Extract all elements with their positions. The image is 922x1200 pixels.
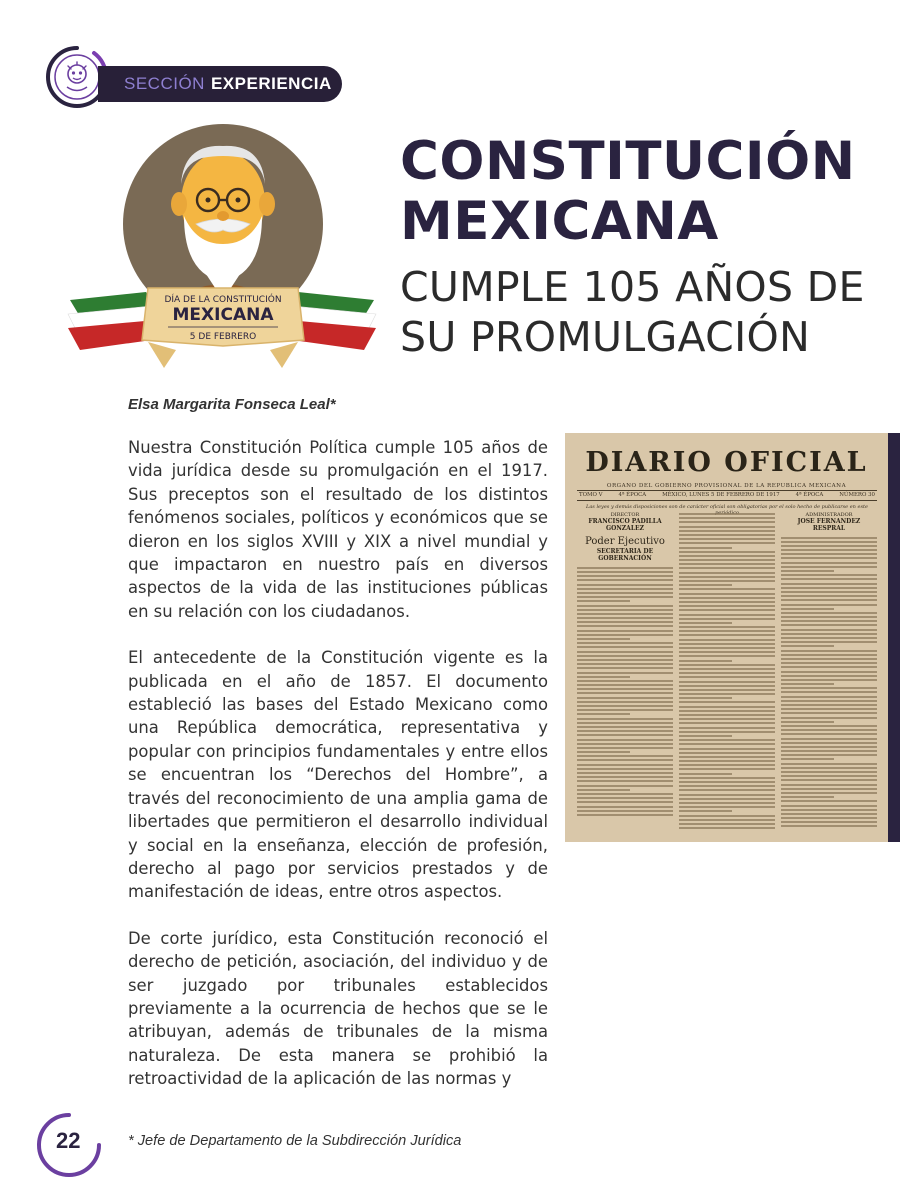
newspaper-text-line [679, 593, 775, 595]
newspaper-text-line [577, 651, 673, 653]
newspaper-text-line [679, 668, 775, 670]
newspaper-text-line [679, 672, 775, 674]
newspaper-text-line [577, 638, 630, 640]
newspaper-epoca-2: 4ª ÉPOCA [795, 492, 824, 498]
newspaper-text-line [781, 666, 877, 668]
newspaper-text-line [577, 747, 673, 749]
director-name: FRANCISCO PADILLA GONZALEZ [588, 517, 662, 532]
page-subtitle [400, 262, 900, 362]
newspaper-text-line [781, 738, 877, 740]
newspaper-text-line [679, 559, 775, 561]
newspaper-text-line [781, 767, 877, 769]
newspaper-text-line [781, 570, 834, 572]
newspaper-text-line [781, 809, 877, 811]
admin-label: ADMINISTRADOR [805, 512, 853, 518]
newspaper-text-line [577, 751, 630, 753]
newspaper-text-line [781, 779, 877, 781]
newspaper-title: DIARIO OFICIAL [585, 447, 868, 478]
newspaper-text-line [577, 734, 673, 736]
newspaper-text-line [781, 557, 877, 559]
newspaper-text-line [679, 789, 775, 791]
newspaper-text-line [679, 655, 775, 657]
newspaper-text-line [577, 588, 673, 590]
newspaper-text-line [577, 676, 630, 678]
subtitle-line2: SU PROMULGACIÓN [400, 313, 811, 361]
newspaper-text-line [577, 584, 673, 586]
newspaper-text-line [679, 777, 775, 779]
newspaper-text-line [679, 718, 775, 720]
illustration-graphic [66, 124, 378, 374]
newspaper-text-line [577, 705, 673, 707]
page-title [400, 132, 890, 252]
newspaper-text-line [679, 538, 775, 540]
newspaper-text-line [577, 789, 630, 791]
newspaper-text-line [577, 776, 673, 778]
newspaper-text-line [679, 773, 732, 775]
newspaper-text-line [577, 617, 673, 619]
newspaper-text-line [679, 727, 775, 729]
newspaper-text-line [679, 555, 775, 557]
newspaper-text-line [781, 545, 877, 547]
newspaper-text-line [577, 806, 673, 808]
newspaper-text-line [679, 618, 775, 620]
newspaper-text-line [577, 663, 673, 665]
newspaper-text-line [577, 605, 673, 607]
image-edge-bar [888, 433, 900, 842]
newspaper-text-line [679, 588, 775, 590]
section-label [98, 66, 342, 102]
newspaper-text-line [679, 639, 775, 641]
newspaper-note: Las leyes y demás disposiciones son de carácter oficial son obligatorias por el solo hecho de publicarse en este [586, 504, 868, 510]
newspaper-text-line [577, 692, 673, 694]
newspaper-text-line [577, 680, 673, 682]
newspaper-text-line [781, 595, 877, 597]
newspaper-text-line [781, 683, 834, 685]
newspaper-text-line [577, 730, 673, 732]
newspaper-text-line [577, 634, 673, 636]
newspaper-text-line [781, 537, 877, 539]
newspaper-text-line [781, 562, 877, 564]
newspaper-text-line [781, 553, 877, 555]
newspaper-text-line [577, 726, 673, 728]
newspaper-text-line [679, 643, 775, 645]
newspaper-text-line [781, 746, 877, 748]
newspaper-text-line [781, 784, 877, 786]
newspaper-text-line [781, 658, 877, 660]
newspaper-text-line [577, 684, 673, 686]
newspaper-text-line [679, 626, 775, 628]
newspaper-text-line [679, 622, 732, 624]
newspaper-text-line [577, 759, 673, 761]
newspaper-text-line [781, 800, 877, 802]
newspaper-text-line [781, 645, 834, 647]
newspaper-text-line [679, 714, 775, 716]
newspaper-text-line [577, 630, 673, 632]
newspaper-text-line [781, 805, 877, 807]
newspaper-text-line [679, 760, 775, 762]
newspaper-text-line [781, 821, 877, 823]
newspaper-text-line [679, 521, 775, 523]
newspaper-text-line [679, 605, 775, 607]
newspaper-text-line [781, 629, 877, 631]
newspaper-text-line [781, 725, 877, 727]
newspaper-text-line [679, 802, 775, 804]
newspaper-text-line [577, 642, 673, 644]
newspaper-text-line [679, 526, 775, 528]
newspaper-text-line [679, 794, 775, 796]
newspaper-text-line [679, 701, 775, 703]
newspaper-text-line [577, 646, 673, 648]
director-label: DIRECTOR [610, 512, 640, 518]
newspaper-columns [577, 513, 877, 838]
newspaper-text-line [781, 721, 834, 723]
admin-name: JOSE FERNANDEZ RESPRAL [797, 517, 861, 532]
newspaper-text-line [679, 823, 775, 825]
newspaper-text-line [781, 671, 877, 673]
seal-line3: 5 DE FEBRERO [189, 332, 257, 342]
newspaper-text-line [679, 810, 732, 812]
newspaper-text-line [577, 596, 673, 598]
newspaper-text-line [781, 624, 877, 626]
newspaper-text-line [781, 704, 877, 706]
newspaper-text-line [679, 798, 775, 800]
newspaper-text-line [577, 655, 673, 657]
newspaper-text-line [679, 614, 775, 616]
newspaper-text-line [577, 772, 673, 774]
newspaper-text-line [781, 662, 877, 664]
paragraph-1: Nuestra Constitución Política cumple 105 años de vida jurídica desde su promulgación en el 1917. Sus preceptos son el resultado de los distintos fenómenos sociales, políticos y económicos que se dieron en los siglos XVIII y XIX a nivel mundial y que impactaron en nuestro país en diversos aspectos de la vida de las instituciones públicas en su relación con los ciudadanos. [128, 438, 548, 621]
newspaper-text-line [781, 637, 877, 639]
newspaper-text-line [679, 806, 775, 808]
newspaper-text-line [781, 608, 834, 610]
newspaper-text-line [577, 672, 673, 674]
newspaper-text-line [577, 709, 673, 711]
newspaper-text-line [781, 742, 877, 744]
newspaper-text-line [577, 764, 673, 766]
carranza-illustration [66, 124, 378, 374]
newspaper-text-line [679, 827, 775, 829]
newspaper-text-line [577, 567, 673, 569]
newspaper-text-line [679, 534, 775, 536]
newspaper-text-line [577, 793, 673, 795]
secretaria-heading: SECRETARIA DE GOBERNACIÓN [596, 548, 654, 562]
newspaper-text-line [781, 754, 877, 756]
newspaper-text-line [679, 710, 775, 712]
newspaper-text-line [577, 575, 673, 577]
newspaper-text-line [781, 813, 877, 815]
newspaper-text-line [679, 651, 775, 653]
newspaper-text-line [679, 739, 775, 741]
seal-line1: DÍA DE LA CONSTITUCIÓN [164, 295, 282, 305]
newspaper-text-line [679, 819, 775, 821]
newspaper-text-line [679, 580, 775, 582]
newspaper-text-line [781, 733, 877, 735]
newspaper-text-line [781, 708, 877, 710]
newspaper-text-line [577, 625, 673, 627]
newspaper-text-line [679, 567, 775, 569]
newspaper-text-line [679, 634, 775, 636]
newspaper-text-line [679, 563, 775, 565]
page-number: 22 [56, 1128, 81, 1153]
section-label-bold: EXPERIENCIA [210, 74, 332, 93]
section-label-light: SECCIÓN [124, 74, 205, 93]
newspaper-text-line [577, 780, 673, 782]
newspaper-text-line [679, 530, 775, 532]
newspaper-text-line [679, 513, 775, 515]
newspaper-text-line [781, 549, 877, 551]
newspaper-text-line [781, 758, 834, 760]
newspaper-text-line [577, 701, 673, 703]
diario-oficial-image [565, 433, 900, 842]
newspaper-text-line [781, 788, 877, 790]
newspaper-text-line [679, 597, 775, 599]
newspaper-column-2 [679, 513, 775, 838]
newspaper-text-line [577, 688, 673, 690]
newspaper-text-line [577, 743, 673, 745]
newspaper-text-line [679, 748, 775, 750]
newspaper-text-line [577, 801, 673, 803]
newspaper-text-line [781, 616, 877, 618]
newspaper-text-line [781, 687, 877, 689]
newspaper-text-line [781, 775, 877, 777]
newspaper-text-line [781, 620, 877, 622]
newspaper-column-3 [781, 513, 877, 838]
newspaper-text-line [781, 696, 877, 698]
newspaper-text-line [781, 675, 877, 677]
newspaper-text-line [679, 630, 775, 632]
newspaper-text-line [679, 572, 775, 574]
newspaper-text-line [781, 650, 877, 652]
newspaper-text-line [577, 667, 673, 669]
newspaper-text-line [781, 817, 877, 819]
newspaper-text-line [577, 697, 673, 699]
newspaper-text-line [781, 633, 877, 635]
newspaper-text-line [679, 551, 775, 553]
newspaper-text-line [679, 676, 775, 678]
newspaper-text-line [781, 574, 877, 576]
newspaper-text-line [781, 566, 877, 568]
newspaper-text-line [781, 641, 877, 643]
newspaper-text-line [679, 735, 732, 737]
newspaper-text-line [679, 576, 775, 578]
newspaper-text-line [679, 542, 775, 544]
newspaper-text-line [577, 579, 673, 581]
newspaper-text-line [577, 713, 630, 715]
newspaper-text-line [679, 584, 732, 586]
newspaper-subtitle: ORGANO DEL GOBIERNO PROVISIONAL DE LA REPUBLICA MEXICANA [606, 483, 847, 489]
newspaper-text-line [679, 785, 775, 787]
newspaper-text-line [577, 797, 673, 799]
newspaper-text-line [679, 764, 775, 766]
newspaper-text-line [679, 756, 775, 758]
newspaper-text-line [577, 613, 673, 615]
newspaper-text-line [781, 771, 877, 773]
article-body [128, 436, 548, 1114]
newspaper-text-line [577, 609, 673, 611]
newspaper-text-line [781, 578, 877, 580]
newspaper-text-line [679, 693, 775, 695]
newspaper-text-line [577, 755, 673, 757]
newspaper-text-line [679, 547, 732, 549]
paragraph-3: De corte jurídico, esta Constitución reconoció el derecho de petición, asociación, del individuo y de ser juzgado por tribunales establecidos previamente a la ocurrencia de hechos que se le atribuyan, además de tribunales de la misma naturaleza. De esta manera se prohibió la retroactividad de la aplicación de las normas y [128, 928, 548, 1089]
author-footnote: * Jefe de Departamento de la Subdirección Jurídica [128, 1133, 462, 1149]
subtitle-line1: CUMPLE 105 AÑOS DE [400, 263, 865, 311]
newspaper-text-line [577, 718, 673, 720]
newspaper-text-line [781, 717, 877, 719]
newspaper-text-line [679, 660, 732, 662]
newspaper-text-line [679, 609, 775, 611]
newspaper-text-line [679, 706, 775, 708]
newspaper-text-line [781, 750, 877, 752]
newspaper-text-line [781, 604, 877, 606]
newspaper-text-line [679, 815, 775, 817]
newspaper-text-line [679, 768, 775, 770]
newspaper-date: MÉXICO, LUNES 5 DE FEBRERO DE 1917 [662, 492, 780, 498]
author-byline: Elsa Margarita Fonseca Leal* [128, 396, 336, 413]
newspaper-text-line [679, 697, 732, 699]
title-line1: CONSTITUCIÓN [400, 131, 856, 192]
newspaper-text-line [781, 599, 877, 601]
newspaper-text-line [781, 691, 877, 693]
newspaper-text-line [577, 621, 673, 623]
newspaper-text-line [781, 591, 877, 593]
newspaper-text-line [781, 792, 877, 794]
newspaper-text-line [577, 810, 673, 812]
newspaper-text-line [577, 768, 673, 770]
newspaper-tomo: TOMO V [579, 492, 603, 498]
paragraph-2: El antecedente de la Constitución vigente es la publicada en el año de 1857. El documento estableció las bases del Estado Mexicano como una República democrática, representativa y popular con principios fundamentales y entre ellos se encuentran los “Derechos del Hombre”, a través del reconocimiento de una amplia gama de libertades que permitieron el desarrollo individual y social en la enseñanza, elección de profesión, derecho al pago por servicios prestados y de manifestación de ideas, entre otros aspectos. [128, 648, 548, 902]
newspaper-rule [577, 490, 877, 491]
newspaper-text-line [577, 592, 673, 594]
newspaper-text-line [577, 739, 673, 741]
newspaper-text-line [577, 785, 673, 787]
newspaper-text-line [577, 600, 630, 602]
newspaper-text-line [679, 664, 775, 666]
newspaper-text-line [781, 541, 877, 543]
newspaper-text-line [577, 659, 673, 661]
newspaper-text-line [781, 712, 877, 714]
newspaper-text-line [679, 647, 775, 649]
newspaper-text-line [679, 731, 775, 733]
newspaper-text-line [781, 679, 877, 681]
newspaper-text-line [577, 722, 673, 724]
newspaper-text-line [679, 781, 775, 783]
newspaper-text-line [781, 583, 877, 585]
newspaper-text-line [679, 681, 775, 683]
newspaper-numero: NÚMERO 30 [839, 492, 875, 498]
newspaper-text-line [679, 517, 775, 519]
newspaper-text-line [781, 700, 877, 702]
newspaper-text-line [679, 752, 775, 754]
newspaper-text-line [781, 825, 877, 827]
newspaper-text-line [781, 729, 877, 731]
newspaper-info-row [579, 492, 875, 498]
newspaper-text-line [781, 796, 834, 798]
section-heading: Poder Ejecutivo [585, 535, 665, 547]
newspaper-text-line [679, 743, 775, 745]
newspaper-rule [577, 500, 877, 501]
newspaper-column-1 [577, 513, 673, 838]
title-line2: MEXICANA [400, 191, 719, 252]
newspaper-text-line [577, 814, 673, 816]
newspaper-text-line [781, 587, 877, 589]
newspaper-text-line [679, 601, 775, 603]
newspaper-text-line [781, 763, 877, 765]
newspaper-text-line [577, 571, 673, 573]
newspaper-text-line [781, 612, 877, 614]
newspaper-text-line [679, 685, 775, 687]
newspaper-text-line [679, 722, 775, 724]
newspaper-text-line [781, 654, 877, 656]
newspaper-epoca: 4ª ÉPOCA [618, 492, 647, 498]
newspaper-text-line [679, 689, 775, 691]
seal-line2: MEXICANA [172, 305, 274, 325]
